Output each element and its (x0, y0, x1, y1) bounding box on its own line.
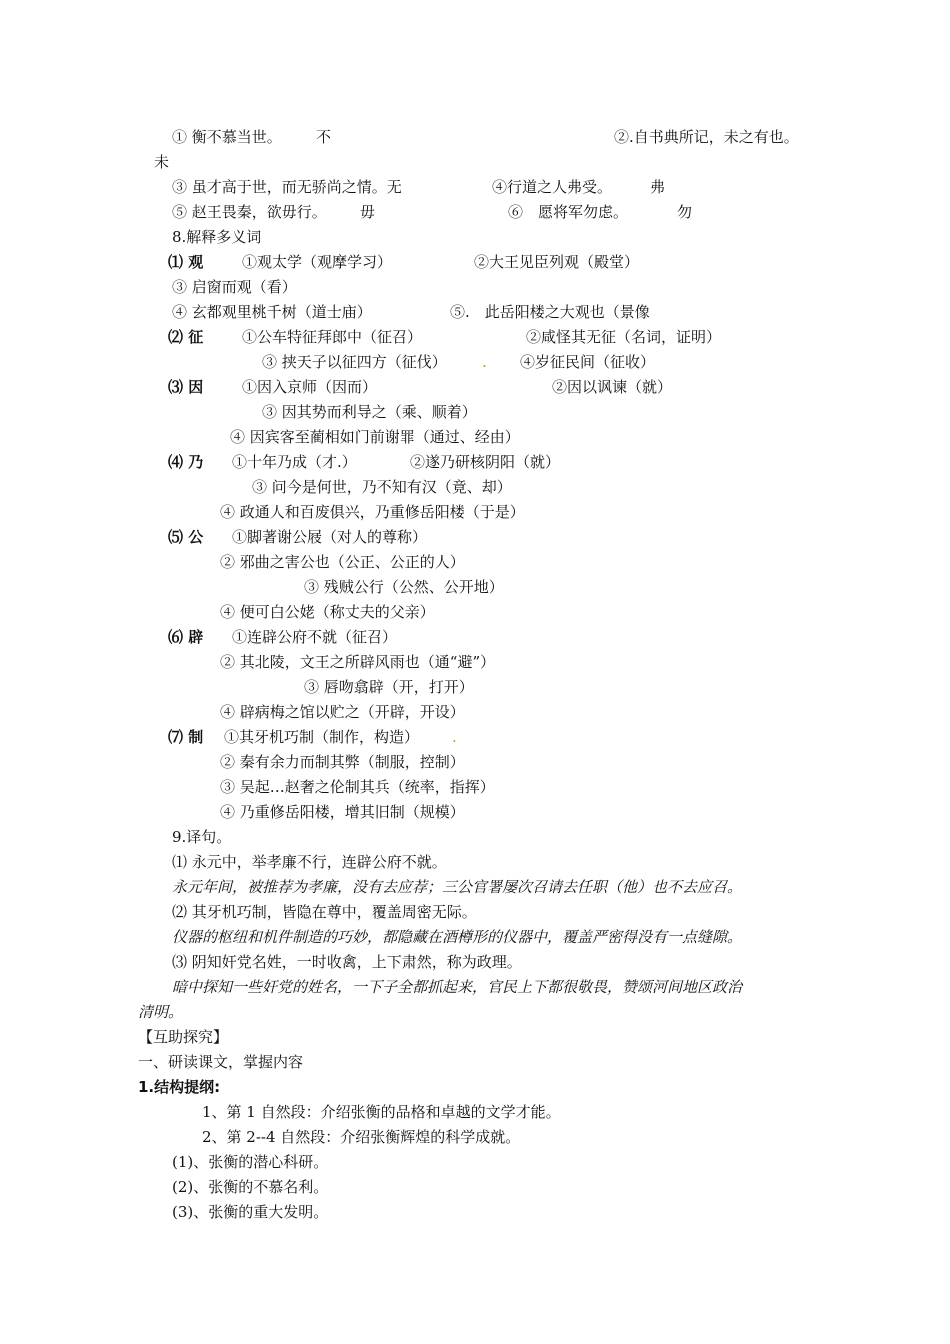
zheng-sense-2: ②咸怪其无征（名词，证明） (526, 328, 722, 346)
outline-item-1: 1、第 1 自然段：介绍张衡的品格和卓越的文学才能。 (202, 1103, 561, 1121)
word-pi: ⑹ 辟 (168, 628, 204, 646)
zhi-sense-2: ② 秦有余力而制其弊（制服，控制） (220, 753, 465, 771)
zhi-dot-mark: . (452, 728, 457, 746)
nai-sense-1: ①十年乃成（才.） (232, 453, 357, 471)
zheng-sense-1: ①公车特征拜郎中（征召） (242, 328, 423, 346)
word-gong: ⑸ 公 (168, 528, 204, 546)
word-zheng: ⑵ 征 (168, 328, 204, 346)
zhi-sense-3: ③ 吴起…赵奢之伦制其兵（统率，指挥） (220, 778, 495, 796)
gong-sense-2: ② 邪曲之害公也（公正、公正的人） (220, 553, 465, 571)
nai-sense-3: ③ 问今是何世，乃不知有汉（竟、却） (252, 478, 512, 496)
section-8-title: 8.解释多义词 (172, 228, 262, 246)
part-1-heading: 一、研读课文，掌握内容 (138, 1053, 304, 1071)
translation-1: 永元年间，被推荐为孝廉，没有去应荐；三公官署屡次召请去任职（他）也不去应召。 (172, 878, 743, 896)
item-6: ⑥ 愿将军勿虑。 (508, 203, 629, 221)
guan-sense-3: ③ 启窗而观（看） (172, 278, 297, 296)
item-2-answer: 未 (154, 153, 170, 171)
nai-sense-2: ②遂乃研核阴阳（就） (410, 453, 561, 471)
item-5: ⑤ 赵王畏秦，欲毋行。 (172, 203, 327, 221)
pi-sense-1: ①连辟公府不就（征召） (232, 628, 398, 646)
word-zhi: ⑺ 制 (168, 728, 204, 746)
sentence-3: ⑶ 阴知奸党名姓，一时收禽，上下肃然，称为政理。 (172, 953, 522, 971)
nai-sense-4: ④ 政通人和百废俱兴，乃重修岳阳楼（于是） (220, 503, 525, 521)
item-5-answer: 毋 (360, 203, 376, 221)
outline-sub-3: (3)、张衡的重大发明。 (172, 1203, 329, 1221)
sentence-1: ⑴ 永元中，举孝廉不行，连辟公府不就。 (172, 853, 447, 871)
yin-sense-4: ④ 因宾客至蔺相如门前谢罪（通过、经由） (230, 428, 520, 446)
item-2: ②.自书典所记，未之有也。 (614, 128, 799, 146)
sentence-2: ⑵ 其牙机巧制，皆隐在尊中，覆盖周密无际。 (172, 903, 477, 921)
zheng-sense-3: ③ 挟天子以征四方（征伐） (262, 353, 447, 371)
explore-heading: 【互助探究】 (138, 1028, 229, 1046)
guan-sense-2: ②大王见臣列观（殿堂） (474, 253, 640, 271)
pi-sense-2: ② 其北陵，文王之所辟风雨也（通“避”） (220, 653, 496, 671)
zhi-sense-1: ①其牙机巧制（制作，构造） (224, 728, 420, 746)
zheng-dot-mark: . (482, 353, 487, 371)
zheng-sense-4: ④岁征民间（征收） (520, 353, 656, 371)
yin-sense-3: ③ 因其势而利导之（乘、顺着） (262, 403, 477, 421)
translation-3-line-2: 清明。 (138, 1003, 184, 1021)
gong-sense-1: ①脚著谢公屐（对人的尊称） (232, 528, 428, 546)
item-4: ④行道之人弗受。 (492, 178, 613, 196)
guan-sense-4: ④ 玄都观里桃千树（道士庙） (172, 303, 372, 321)
zhi-sense-4: ④ 乃重修岳阳楼，增其旧制（规模） (220, 803, 465, 821)
guan-sense-1: ①观太学（观摩学习） (242, 253, 393, 271)
yin-sense-2: ②因以讽谏（就） (552, 378, 673, 396)
item-4-answer: 弗 (650, 178, 666, 196)
gong-sense-4: ④ 便可白公姥（称丈夫的父亲） (220, 603, 435, 621)
outline-title: 1.结构提纲: (138, 1078, 221, 1096)
outline-sub-2: (2)、张衡的不慕名利。 (172, 1178, 329, 1196)
word-yin: ⑶ 因 (168, 378, 204, 396)
pi-sense-3: ③ 唇吻翕辟（开，打开） (304, 678, 474, 696)
outline-item-2: 2、第 2--4 自然段：介绍张衡辉煌的科学成就。 (202, 1128, 521, 1146)
translation-3-line-1: 暗中探知一些奸党的姓名，一下子全都抓起来，官民上下都很敬畏，赞颂河间地区政治 (172, 978, 743, 996)
item-6-answer: 勿 (677, 203, 693, 221)
translation-2: 仪器的枢纽和机件制造的巧妙，都隐藏在酒樽形的仪器中，覆盖严密得没有一点缝隙。 (172, 928, 743, 946)
item-1-answer: 不 (316, 128, 332, 146)
word-guan: ⑴ 观 (168, 253, 204, 271)
outline-sub-1: (1)、张衡的潜心科研。 (172, 1153, 329, 1171)
pi-sense-4: ④ 辟病梅之馆以贮之（开辟，开设） (220, 703, 465, 721)
section-9-title: 9.译句。 (172, 828, 232, 846)
word-nai: ⑷ 乃 (168, 453, 204, 471)
guan-sense-5: ⑤. 此岳阳楼之大观也（景像 (450, 303, 650, 321)
item-1: ① 衡不慕当世。 (172, 128, 282, 146)
yin-sense-1: ①因入京师（因而） (242, 378, 378, 396)
gong-sense-3: ③ 残贼公行（公然、公开地） (304, 578, 504, 596)
item-3: ③ 虽才高于世，而无骄尚之情。无 (172, 178, 402, 196)
